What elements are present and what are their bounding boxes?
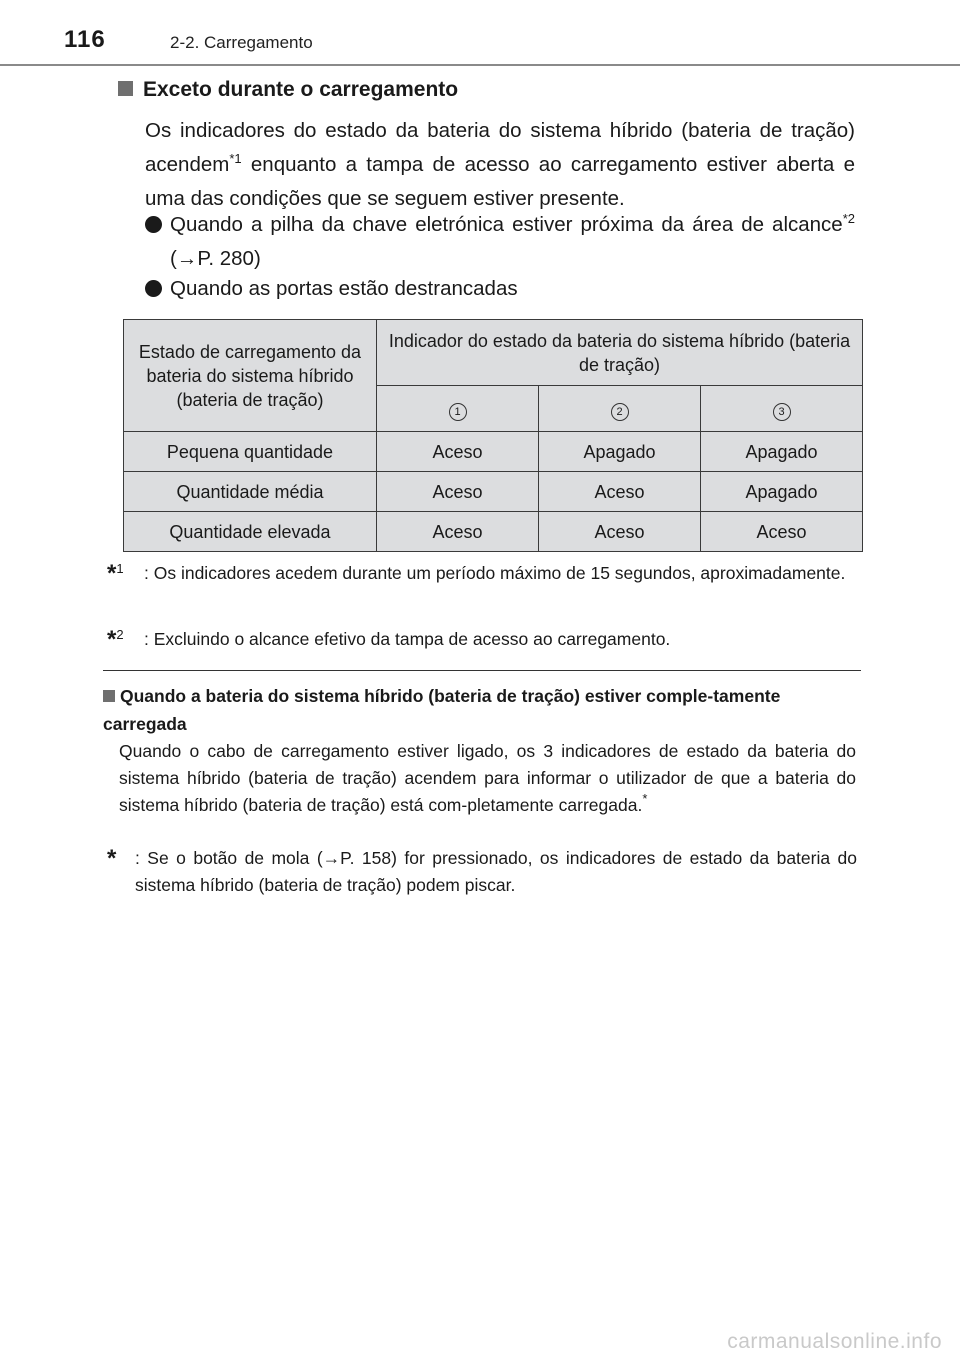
intro-text-a: Os indicadores do estado da bateria do sistema híbrido (bateria de tração) acendem — [145, 119, 855, 176]
table-cell: Aceso — [539, 512, 701, 552]
table-header-indicator-3 — [701, 386, 863, 432]
footnote-ref-star: * — [642, 791, 648, 806]
footnote-2 — [107, 626, 857, 653]
table-row — [124, 432, 863, 472]
table-header-indicator-2 — [539, 386, 701, 432]
table-header-indicator-1 — [377, 386, 539, 432]
row-label: Pequena quantidade — [124, 432, 377, 472]
table-cell: Aceso — [377, 432, 539, 472]
table-header-indicator-group: Indicador do estado da bateria do sistema híbrido (bateria de tração) — [377, 320, 863, 386]
heading-fully-charged-text: Quando a bateria do sistema híbrido (bateria de tração) estiver comple-tamente carregada — [103, 686, 781, 734]
heading-exceto-text: Exceto durante o carregamento — [143, 78, 459, 101]
footnote-star: * — [107, 560, 117, 587]
table-row — [124, 512, 863, 552]
table-cell: Aceso — [377, 512, 539, 552]
round-bullet-icon — [145, 280, 162, 297]
intro-paragraph — [145, 114, 855, 216]
table-header-charge-state: Estado de carregamento da bateria do sistema híbrido (bateria de tração) — [124, 320, 377, 432]
circled-number-icon: 3 — [773, 403, 791, 421]
section-title: 2-2. Carregamento — [170, 33, 313, 52]
square-bullet-icon — [118, 81, 133, 96]
circled-number-icon: 1 — [449, 403, 467, 421]
note-spring-button — [107, 845, 857, 899]
table-cell: Aceso — [701, 512, 863, 552]
footnote-1 — [107, 560, 857, 587]
footnote-ref-2: *2 — [842, 211, 855, 226]
charge-status-table — [123, 319, 863, 552]
fully-charged-text: Quando o cabo de carregamento estiver ligado, os 3 indicadores de estado da bateria do sistema híbrido (bateria de tração) acendem para informar o utilizador de que a bateria do sistema híbrido (bateria de tração) está com-pletamente carregada. — [119, 741, 856, 815]
square-bullet-icon — [103, 690, 115, 702]
footnote-star: * — [107, 626, 117, 653]
heading-exceto — [118, 78, 458, 102]
footnote-number: 1 — [116, 561, 124, 576]
table-cell: Apagado — [701, 472, 863, 512]
table-cell: Apagado — [539, 432, 701, 472]
section-divider — [103, 670, 861, 671]
condition-item-doors — [145, 272, 855, 306]
page-number: 116 — [64, 26, 106, 53]
circled-number-icon: 2 — [611, 403, 629, 421]
row-label: Quantidade elevada — [124, 512, 377, 552]
table-cell: Aceso — [377, 472, 539, 512]
footnote-2-text: : Excluindo o alcance efetivo da tampa de acesso ao carregamento. — [144, 629, 671, 649]
intro-text-b: enquanto a tampa de acesso ao carregamento estiver aberta e uma das condições que se seguem estiver presente. — [145, 153, 855, 210]
condition-key-text-b: (→P. 280) — [170, 247, 261, 270]
table-cell: Aceso — [539, 472, 701, 512]
row-label: Quantidade média — [124, 472, 377, 512]
footnote-star: * — [107, 845, 117, 872]
footnote-ref-1: *1 — [229, 151, 242, 166]
condition-doors-text: Quando as portas estão destrancadas — [170, 277, 518, 300]
round-bullet-icon — [145, 216, 162, 233]
fully-charged-paragraph — [119, 738, 856, 819]
note-spring-button-text: : Se o botão de mola (→P. 158) for pressionado, os indicadores de estado da bateria do sistema híbrido (bateria de tração) podem piscar. — [135, 848, 857, 895]
footnote-number: 2 — [116, 627, 124, 642]
condition-key-text-a: Quando a pilha da chave eletrónica estiver próxima da área de alcance — [170, 213, 843, 236]
header-rule — [0, 64, 960, 66]
condition-item-key — [145, 208, 855, 276]
watermark: carmanualsonline.info — [727, 1330, 942, 1353]
table-row — [124, 472, 863, 512]
footnote-1-text: : Os indicadores acedem durante um período máximo de 15 segundos, aproximadamente. — [144, 563, 846, 583]
heading-fully-charged — [103, 682, 858, 738]
table-cell: Apagado — [701, 432, 863, 472]
